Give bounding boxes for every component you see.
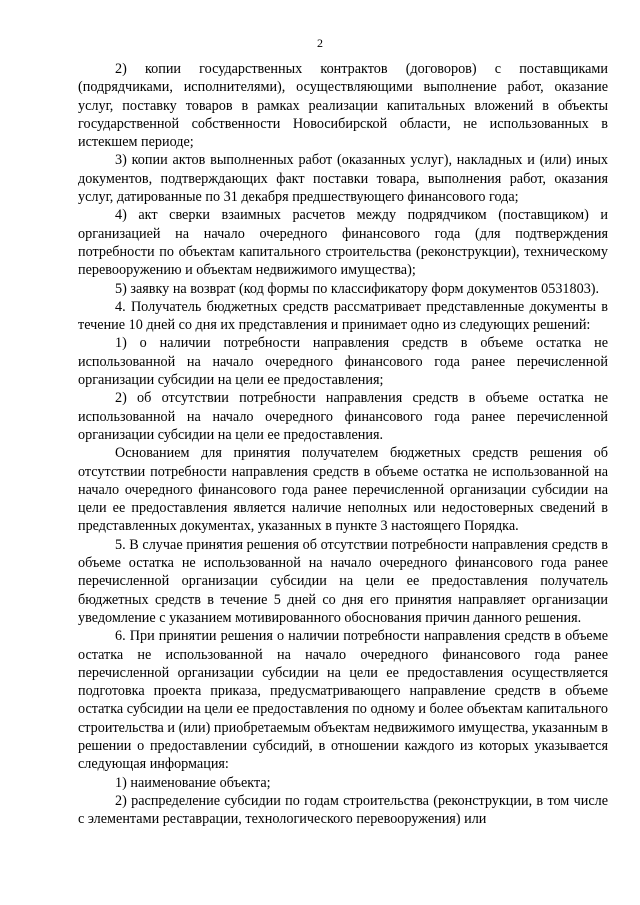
paragraph-decision-1: 1) о наличии потребности направления средств в объеме остатка не использованной на начало очередного финансового года ранее перечисленной организации субсидии на цели ее предоставления; [78,335,608,389]
paragraph-grounds: Основанием для принятия получателем бюджетных средств решения об отсутствии потребности направления средств в объеме остатка не использованной на начало очередного финансового года ранее перечисленной организации субсидии на цели ее предоставления является наличие неполных или недостоверных сведений в представленных документах, указанных в пункте 3 настоящего Порядка. [78,445,608,535]
paragraph-section-6: 6. При принятии решения о наличии потребности направления средств в объеме остатка не использованной на начало очередного финансового года ранее перечисленной организации субсидии на цели ее предоставления осуществляется подготовка проекта приказа, предусматривающего направление средств в объеме остатка субсидии на цели ее предоставления по одному и более объектам капитального строительства и (или) приобретаемым объектам недвижимого имущества, указанным в решении о предоставлении субсидий, в отношении каждого из которых указывается следующая информация: [78,628,608,773]
paragraph-item-4-reconciliation: 4) акт сверки взаимных расчетов между подрядчиком (поставщиком) и организацией на начало очередного финансового года (для подтверждения потребности по объектам капитального строительства (реконструкции), техническому перевооружению и объектам недвижимого имущества); [78,207,608,279]
paragraph-section-5: 5. В случае принятия решения об отсутствии потребности направления средств в объеме остатка не использованной на начало очередного финансового года ранее перечисленной организации субсидии на цели ее предоставления получатель бюджетных средств в течение 5 дней со дня его принятия направляет организации уведомление с указанием мотивированного обоснования причин данного решения. [78,536,608,626]
paragraph-info-2: 2) распределение субсидии по годам строительства (реконструкции, в том числе с элементами реставрации, технологического перевооружения) или [78,792,608,828]
paragraph-item-3-acts: 3) копии актов выполненных работ (оказанных услуг), накладных и (или) иных документов, подтверждающих факт поставки товара, выполнения работ, оказания услуг, датированные по 31 декабря предшествующего финансового года; [78,152,608,206]
page-number: 2 [317,36,323,50]
paragraph-item-5-return-request: 5) заявку на возврат (код формы по классификатору форм документов 0531803). [115,280,600,297]
paragraph-item-2-contracts: 2) копии государственных контрактов (договоров) с поставщиками (подрядчиками, исполнителями), осуществляющими выполнение работ, оказание услуг, поставку товаров в рамках реализации капитальных вложений в объекты государственной собственности Новосибирской области, не использованных в истекшем периоде; [78,61,608,151]
document-body [78,60,608,828]
paragraph-decision-2: 2) об отсутствии потребности направления средств в объеме остатка не использованной на начало очередного финансового года ранее перечисленной организации субсидии на цели ее предоставления. [78,390,608,443]
paragraph-section-4: 4. Получатель бюджетных средств рассматривает представленные документы в течение 10 дней со дня их представления и принимает одно из следующих решений: [78,298,608,334]
paragraph-info-1: 1) наименование объекта; [115,774,271,791]
